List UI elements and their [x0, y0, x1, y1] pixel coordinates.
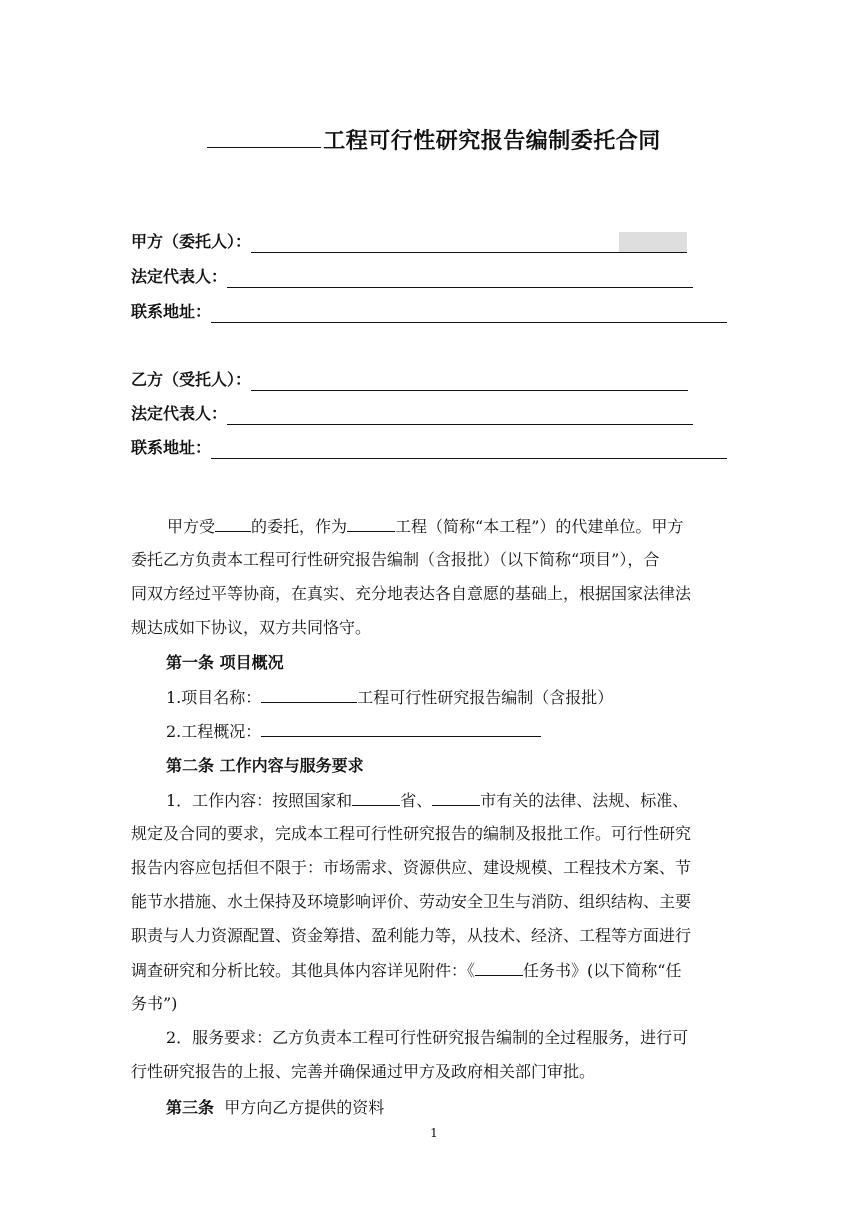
project-name-blank[interactable]: [261, 686, 357, 703]
article-3-heading: [166, 1097, 384, 1119]
party-b-rep-label: 法定代表人：: [131, 404, 228, 423]
article-3-title: 甲方向乙方提供的资料: [224, 1098, 385, 1117]
article-2-p1-line-7: 务书”): [131, 994, 178, 1013]
party-a-rep-blank[interactable]: [227, 269, 693, 288]
party-a-rep-field: [131, 266, 693, 288]
city-blank[interactable]: [432, 789, 480, 806]
party-a-field: [131, 231, 687, 253]
p-text: 调查研究和分析比较。其他具体内容详见附件：《: [131, 961, 476, 980]
task-book-blank[interactable]: [475, 959, 523, 976]
party-a-addr-field: [131, 301, 727, 323]
highlight-mark: [619, 232, 687, 252]
intro-text: 的委托，作为: [251, 517, 348, 536]
article-2-heading: 第二条 工作内容与服务要求: [166, 756, 364, 775]
article-2-p1-line-5: 职责与人力资源配置、资金筹措、盈利能力等，从技术、经济、工程等方面进行: [131, 926, 692, 945]
party-b-label: 乙方（受托人）：: [131, 370, 252, 389]
article-1-item-1: [166, 686, 613, 709]
article-2-p2-line-2: 行性研究报告的上报、完善并确保通过甲方及政府相关部门审批。: [131, 1062, 596, 1081]
article-2-p1-line-6: [131, 959, 681, 982]
article-3-number: 第三条: [166, 1098, 215, 1117]
intro-line-1: [167, 515, 683, 538]
article-2-p2-line-1: 2．服务要求：乙方负责本工程可行性研究报告编制的全过程服务，进行可: [166, 1028, 689, 1047]
province-blank[interactable]: [352, 789, 400, 806]
party-b-addr-field: [131, 437, 727, 459]
intro-line-2: 委托乙方负责本工程可行性研究报告编制（含报批）（以下简称“项目”），合: [131, 550, 660, 569]
intro-text: 甲方受: [167, 517, 216, 536]
party-b-rep-blank[interactable]: [227, 406, 693, 425]
title-text: 工程可行性研究报告编制委托合同: [323, 129, 661, 154]
article-2-p1-line-3: 报告内容应包括但不限于：市场需求、资源供应、建设规模、工程技术方案、节: [131, 858, 692, 877]
page-number: 1: [430, 1126, 438, 1140]
party-b-addr-blank[interactable]: [211, 440, 727, 459]
party-a-rep-label: 法定代表人：: [131, 267, 228, 286]
party-a-label: 甲方（委托人）：: [131, 232, 252, 251]
party-b-addr-label: 联系地址：: [131, 438, 212, 457]
contract-title: [0, 124, 868, 155]
item-label: 2.工程概况：: [166, 722, 262, 741]
title-blank[interactable]: [207, 127, 321, 148]
p-text: 任务书》(以下简称“任: [523, 961, 682, 980]
article-2-p1-line-2: 规定及合同的要求，完成本工程可行性研究报告的编制及报批工作。可行性研究: [131, 824, 692, 843]
item-label: 1.项目名称：: [166, 688, 262, 707]
intro-blank-1[interactable]: [215, 515, 251, 532]
article-2-p1-line-4: 能节水措施、水土保持及环境影响评价、劳动安全卫生与消防、组织结构、主要: [131, 892, 692, 911]
intro-line-4: 规达成如下协议，双方共同恪守。: [131, 618, 372, 637]
p-text: 市有关的法律、法规、标准、: [480, 791, 689, 810]
party-a-addr-blank[interactable]: [211, 304, 727, 323]
article-2-p1-line-1: [166, 789, 688, 812]
party-b-field: [131, 369, 688, 391]
p-text: 1．工作内容：按照国家和: [166, 791, 353, 810]
intro-blank-2[interactable]: [347, 515, 395, 532]
intro-text: 工程（简称“本工程”）的代建单位。甲方: [395, 517, 684, 536]
item-text: 工程可行性研究报告编制（含报批）: [357, 688, 614, 707]
p-text: 省、: [400, 791, 433, 810]
party-a-addr-label: 联系地址：: [131, 302, 212, 321]
party-a-blank[interactable]: [251, 234, 687, 253]
article-1-item-2: [166, 720, 541, 743]
intro-line-3: 同双方经过平等协商，在真实、充分地表达各自意愿的基础上，根据国家法律法: [131, 584, 692, 603]
party-b-blank[interactable]: [251, 372, 688, 391]
article-1-heading: 第一条 项目概况: [166, 653, 284, 672]
project-overview-blank[interactable]: [261, 720, 541, 737]
party-b-rep-field: [131, 403, 693, 425]
